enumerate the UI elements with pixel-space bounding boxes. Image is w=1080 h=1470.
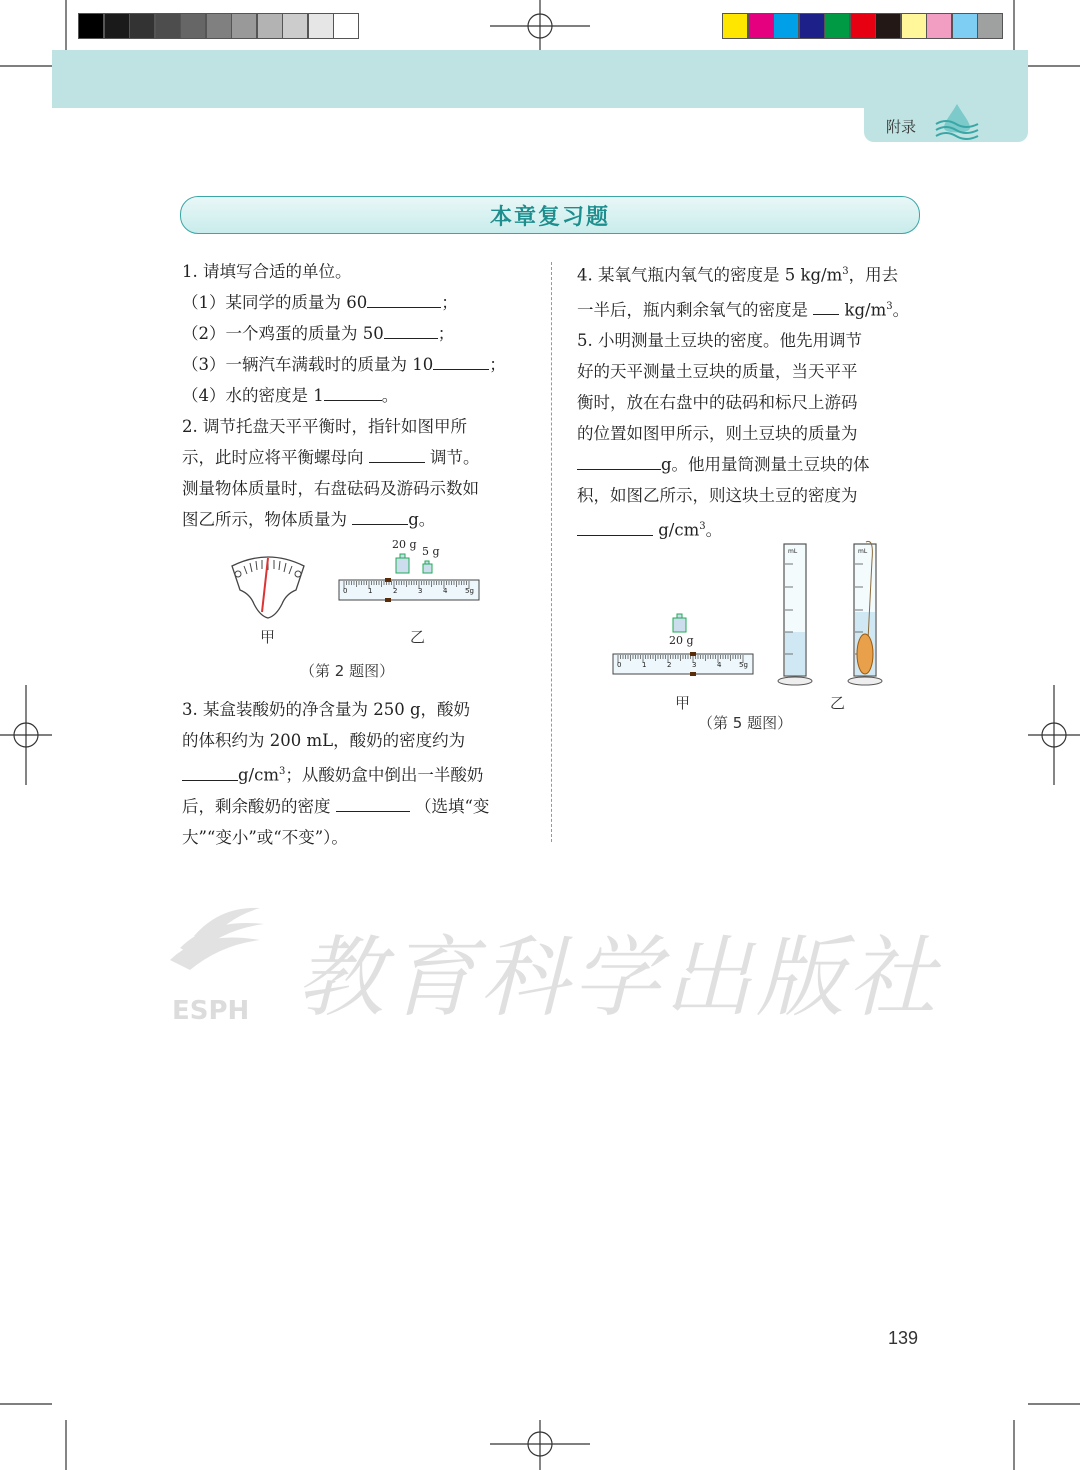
q3-line-3: $g/cm^3$；从酸奶盒中倒出一半酸奶 — [182, 756, 532, 791]
q5-line-5: g。他用量筒测量土豆块的体 — [577, 449, 927, 480]
publisher-watermark: 教育科学出版社 — [296, 926, 941, 1029]
q5-line-3: 衡时，放在右盘中的砝码和标尺上游码 — [577, 393, 858, 412]
column-divider — [551, 262, 552, 842]
ruler-tick-label: 0 — [343, 587, 348, 595]
q4-line-1: 4. 某氧气瓶内氧气的密度是 5 $kg/m^3$，用去 — [577, 265, 899, 285]
answer-blank[interactable] — [352, 506, 408, 525]
answer-blank[interactable] — [336, 793, 410, 812]
answer-blank[interactable] — [577, 451, 661, 470]
calibration-swatch — [824, 13, 850, 39]
q1-item-2: （2）一个鸡蛋的质量为 50 ； — [182, 318, 532, 349]
q1-stem: 1. 请填写合适的单位。 — [182, 262, 352, 281]
calibration-swatch — [799, 13, 825, 39]
calibration-swatch — [231, 13, 257, 39]
color-calibration-bar — [722, 0, 1006, 50]
q2-line-1: 2. 调节托盘天平平衡时，指针如图甲所 — [182, 417, 467, 436]
fig5-label-jia: 甲 — [675, 694, 691, 712]
fig5-ruler-labels — [612, 661, 754, 673]
calibration-swatch — [206, 13, 232, 39]
calibration-swatch — [773, 13, 799, 39]
calibration-swatch — [155, 13, 181, 39]
answer-blank[interactable] — [324, 382, 382, 401]
q3-line-2: 的体积约为 200 mL，酸奶的密度约为 — [182, 731, 466, 750]
right-column — [577, 256, 927, 546]
answer-blank[interactable] — [577, 517, 653, 536]
q5-line-4: 的位置如图甲所示，则土豆块的质量为 — [577, 424, 858, 443]
section-tab-label: 附录 — [886, 118, 917, 136]
q5-line-6: 积，如图乙所示，则这块土豆的密度为 — [577, 486, 858, 505]
page-number: 139 — [888, 1328, 919, 1348]
measuring-cylinder-empty — [776, 542, 816, 688]
ruler-tick-label: 3 — [418, 587, 423, 595]
q2-line-4: 图乙所示，物体质量为 g。 — [182, 504, 532, 535]
answer-blank[interactable] — [367, 289, 441, 308]
ruler-tick-label: 0 — [617, 661, 622, 669]
calibration-swatch — [180, 13, 206, 39]
ruler-tick-label: 2 — [393, 587, 398, 595]
q1-item-3: （3）一辆汽车满载时的质量为 10 ； — [182, 349, 532, 380]
left-column — [182, 256, 532, 535]
ruler-tick-label: 2 — [667, 661, 672, 669]
fig5-label-yi: 乙 — [830, 694, 846, 712]
gray-calibration-bar — [78, 0, 362, 50]
publisher-logo-icon — [160, 900, 270, 1000]
page-title: 本章复习题 — [489, 205, 610, 230]
q2-line-2: 示，此时应将平衡螺母向 调节。 — [182, 442, 532, 473]
calibration-swatch — [901, 13, 927, 39]
calibration-swatch — [308, 13, 334, 39]
answer-blank[interactable] — [182, 762, 238, 781]
fig5-weight-20g-label: 20 g — [669, 634, 694, 647]
ruler-tick-label: 3 — [692, 661, 697, 669]
ruler-tick-label: 1 — [368, 587, 373, 595]
calibration-swatch — [926, 13, 952, 39]
fig2-weight-5g-label: 5 g — [422, 545, 440, 558]
ruler-tick-label: 1 — [642, 661, 647, 669]
calibration-swatch — [722, 13, 748, 39]
calibration-swatch — [78, 13, 104, 39]
left-column-q3 — [182, 694, 532, 853]
fig2-weights-icon — [392, 552, 442, 576]
answer-blank[interactable] — [369, 444, 425, 463]
fig2-weight-20g-label: 20 g — [392, 538, 417, 551]
calibration-swatch — [129, 13, 155, 39]
q4-line-2: 一半后，瓶内剩余氧气的密度是 $kg/m^3$。 — [577, 291, 927, 326]
ruler-tick-label: 5g — [739, 661, 748, 669]
answer-blank[interactable] — [433, 351, 489, 370]
answer-blank[interactable] — [813, 296, 839, 315]
answer-blank[interactable] — [384, 320, 438, 339]
cylinder-unit-label: mL — [788, 548, 798, 555]
publisher-logo-text: ESPH — [172, 996, 250, 1026]
ruler-tick-label: 4 — [443, 587, 448, 595]
calibration-swatch — [257, 13, 283, 39]
measuring-cylinder-with-potato — [846, 540, 886, 688]
q3-line-4: 后，剩余酸奶的密度 （选填“变 — [182, 791, 532, 822]
fig5-weight-icon — [670, 612, 690, 634]
calibration-swatch — [282, 13, 308, 39]
q1-item-4: （4）水的密度是 1 。 — [182, 380, 532, 411]
calibration-swatch — [748, 13, 774, 39]
q2-line-3: 测量物体质量时，右盘砝码及游码示数如 — [182, 479, 479, 498]
fig2-caption: （第 2 题图） — [300, 662, 395, 680]
ruler-tick-label: 4 — [717, 661, 722, 669]
fig2-ruler-labels — [338, 587, 480, 599]
calibration-swatch — [952, 13, 978, 39]
calibration-swatch — [850, 13, 876, 39]
q3-line-5: 大”“变小”或“不变”）。 — [182, 827, 348, 847]
ruler-tick-label: 5g — [465, 587, 474, 595]
fig5-caption: （第 5 题图） — [698, 714, 793, 732]
q5-line-7: $g/cm^3$。 — [577, 511, 927, 546]
calibration-swatch — [977, 13, 1003, 39]
balance-pointer-dial-figure — [226, 552, 310, 622]
q5-line-1: 5. 小明测量土豆块的密度。他先用调节 — [577, 331, 862, 350]
q3-line-1: 3. 某盒装酸奶的净含量为 250 g，酸奶 — [182, 700, 471, 719]
q1-item-1: （1）某同学的质量为 60 ； — [182, 287, 532, 318]
fig2-label-yi: 乙 — [410, 628, 426, 646]
q5-line-2: 好的天平测量土豆块的质量，当天平平 — [577, 362, 858, 381]
cylinder-unit-label: mL — [858, 548, 868, 555]
calibration-swatch — [104, 13, 130, 39]
calibration-swatch — [875, 13, 901, 39]
calibration-swatch — [333, 13, 359, 39]
fig2-label-jia: 甲 — [260, 628, 276, 646]
wave-drop-icon — [934, 100, 980, 140]
